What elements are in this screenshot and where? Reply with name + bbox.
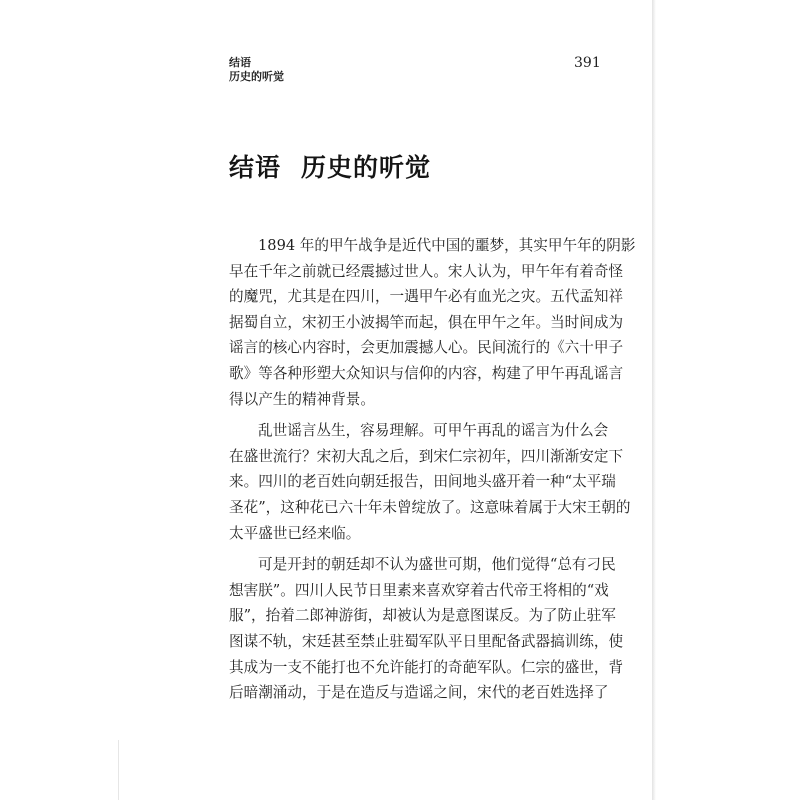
text-line: 得以产生的精神背景。 — [229, 390, 375, 408]
text-line: 来。四川的老百姓向朝廷报告，田间地头盛开着一种“太平瑞 — [229, 473, 616, 491]
text-line: 其成为一支不能打也不允许能打的奇葩军队。仁宗的盛世，背 — [229, 658, 624, 676]
running-head-chapter: 结语 — [229, 56, 251, 69]
chapter-title-text: 历史的听觉 — [301, 153, 432, 182]
page-gutter-shadow — [652, 0, 656, 800]
text-line: 1894 年的甲午战争是近代中国的噩梦，其实甲午年的阴影 — [258, 237, 636, 254]
running-head-title: 历史的听觉 — [229, 70, 284, 83]
paragraph — [229, 552, 624, 706]
text-line: 太平盛世已经来临。 — [229, 524, 361, 542]
paragraph — [229, 233, 636, 412]
running-head — [229, 56, 284, 84]
text-line: 歌》等各种形塑大众知识与信仰的内容，构建了甲午再乱谣言 — [229, 364, 624, 382]
text-line: 可是开封的朝廷却不认为盛世可期，他们觉得“总有刁民 — [258, 556, 616, 574]
page-edge-line — [118, 740, 119, 800]
text-line: 后暗潮涌动，于是在造反与造谣之间，宋代的老百姓选择了 — [229, 684, 609, 702]
body-text — [229, 233, 636, 712]
page-number: 391 — [574, 55, 601, 71]
text-line: 早在千年之前就已经震撼过世人。宋人认为，甲午年有着奇怪 — [229, 262, 624, 280]
text-line: 在盛世流行？宋初大乱之后，到宋仁宗初年，四川渐渐安定下 — [229, 447, 624, 465]
text-line: 的魔咒，尤其是在四川，一遇甲午必有血光之灾。五代孟知祥 — [229, 288, 624, 306]
text-line: 乱世谣言丛生，容易理解。可甲午再乱的谣言为什么会 — [258, 422, 609, 440]
chapter-title — [229, 148, 431, 184]
text-line: 服”，抬着二郎神游街，却被认为是意图谋反。为了防止驻军 — [229, 607, 616, 625]
text-line: 圣花”，这种花已六十年未曾绽放了。这意味着属于大宋王朝的 — [229, 498, 631, 516]
text-line: 据蜀自立，宋初王小波揭竿而起，俱在甲午之年。当时间成为 — [229, 313, 624, 331]
chapter-title-label: 结语 — [229, 153, 282, 182]
text-line: 谣言的核心内容时，会更加震撼人心。民间流行的《六十甲子 — [229, 339, 624, 357]
paragraph — [229, 418, 631, 546]
text-line: 想害朕”。四川人民节日里素来喜欢穿着古代帝王将相的“戏 — [229, 581, 609, 599]
text-line: 图谋不轨，宋廷甚至禁止驻蜀军队平日里配备武器搞训练，使 — [229, 632, 624, 650]
